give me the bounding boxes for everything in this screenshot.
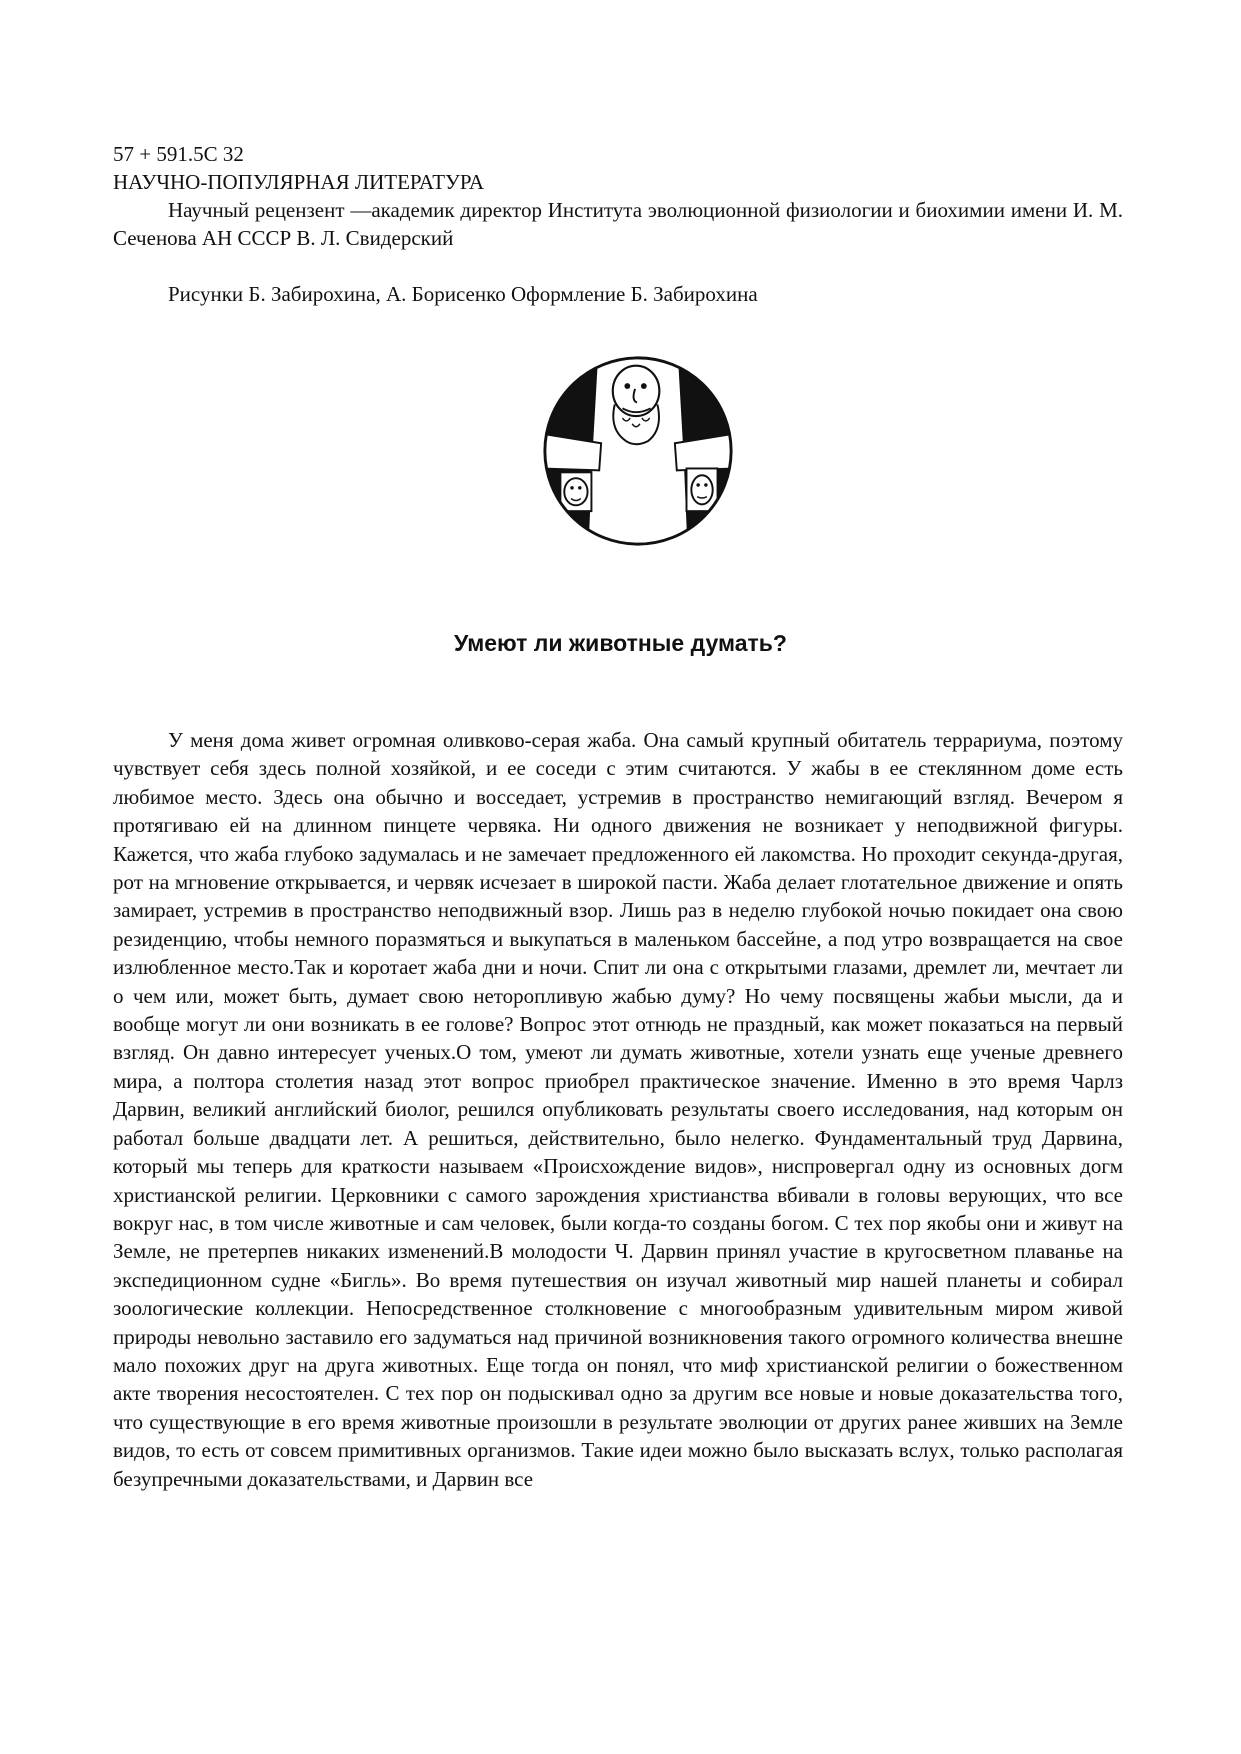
- article-title: Умеют ли животные думать?: [454, 630, 787, 656]
- category-label: НАУЧНО-ПОПУЛЯРНАЯ ЛИТЕРАТУРА: [113, 170, 485, 194]
- illustration-credits: Рисунки Б. Забирохина, А. Борисенко Оформление Б. Забирохина: [168, 282, 758, 306]
- classification-code: 57 + 591.5С 32: [113, 142, 244, 166]
- reviewer-note: Научный рецензент —академик директор Института эволюционной физиологии и биохимии имени И. М. Сеченова АН СССР В. Л. Свидерский: [113, 198, 1123, 250]
- article-body: У меня дома живет огромная оливково-серая жаба. Она самый крупный обитатель террариума, поэтому чувствует себя здесь полной хозяйкой, и ее соседи с этим считаются. У жабы в ее стеклянном доме есть любимое место. Здесь она обычно и восседает, устремив в пространство немигающий взгляд. Вечером я протягиваю ей на длинном пинцете червяка. Ни одного движения не возникает у неподвижной фигуры. Кажется, что жаба глубоко задумалась и не замечает предложенного ей лакомства. Но проходит секунда-другая, рот на мгновение открывается, и червяк исчезает в широкой пасти. Жаба делает глотательное движение и опять замирает, устремив в пространство неподвижный взор. Лишь раз в неделю глубокой ночью покидает она свою резиденцию, чтобы немного поразмяться и выкупаться в маленьком бассейне, а под утро возвращается на свое излюбленное место.Так и коротает жаба дни и ночи. Спит ли она с открытыми глазами, дремлет ли, мечтает ли о чем или, может быть, думает свою неторопливую жабью думу? Но чему посвящены жабьи мысли, да и вообще могут ли они возникать в ее голове? Вопрос этот отнюдь не праздный, как может показаться на первый взгляд. Он давно интересует ученых.О том, умеют ли думать животные, хотели узнать еще ученые древнего мира, а полтора столетия назад этот вопрос приобрел практическое значение. Именно в это время Чарлз Дарвин, великий английский биолог, решился опубликовать результаты своего исследования, над которым он работал больше двадцати лет. А решиться, действительно, было нелегко. Фундаментальный труд Дарвина, который мы теперь для краткости называем «Происхождение видов», ниспровергал одну из основных догм христианской религии. Церковники с самого зарождения христианства вбивали в головы верующих, что все вокруг нас, в том числе животные и сам человек, были когда-то созданы богом. С тех пор якобы они и живут на Земле, не претерпев никаких изменений.В молодости Ч. Дарвин принял участие в кругосветном плаванье на экспедиционном судне «Бигль». Во время путешествия он изучал животный мир нашей планеты и собирал зоологические коллекции. Непосредственное столкновение с многообразным удивительным миром живой природы невольно заставило его задуматься над причиной возникновения такого огромного количества внешне мало похожих друг на друга животных. Еще тогда он понял, что миф христианской религии о божественном акте творения несостоятелен. С тех пор он подыскивал одно за другим все новые и новые доказательства того, что существующие в его время животные произошли в результате эволюции от других ранее живших на Земле видов, то есть от совсем примитивных организмов. Такие идеи можно было высказать вслух, только располагая безупречными доказательствами, и Дарвин все: [113, 728, 1123, 1491]
- publication-header: [113, 140, 1123, 308]
- circular-illustration: [541, 354, 735, 548]
